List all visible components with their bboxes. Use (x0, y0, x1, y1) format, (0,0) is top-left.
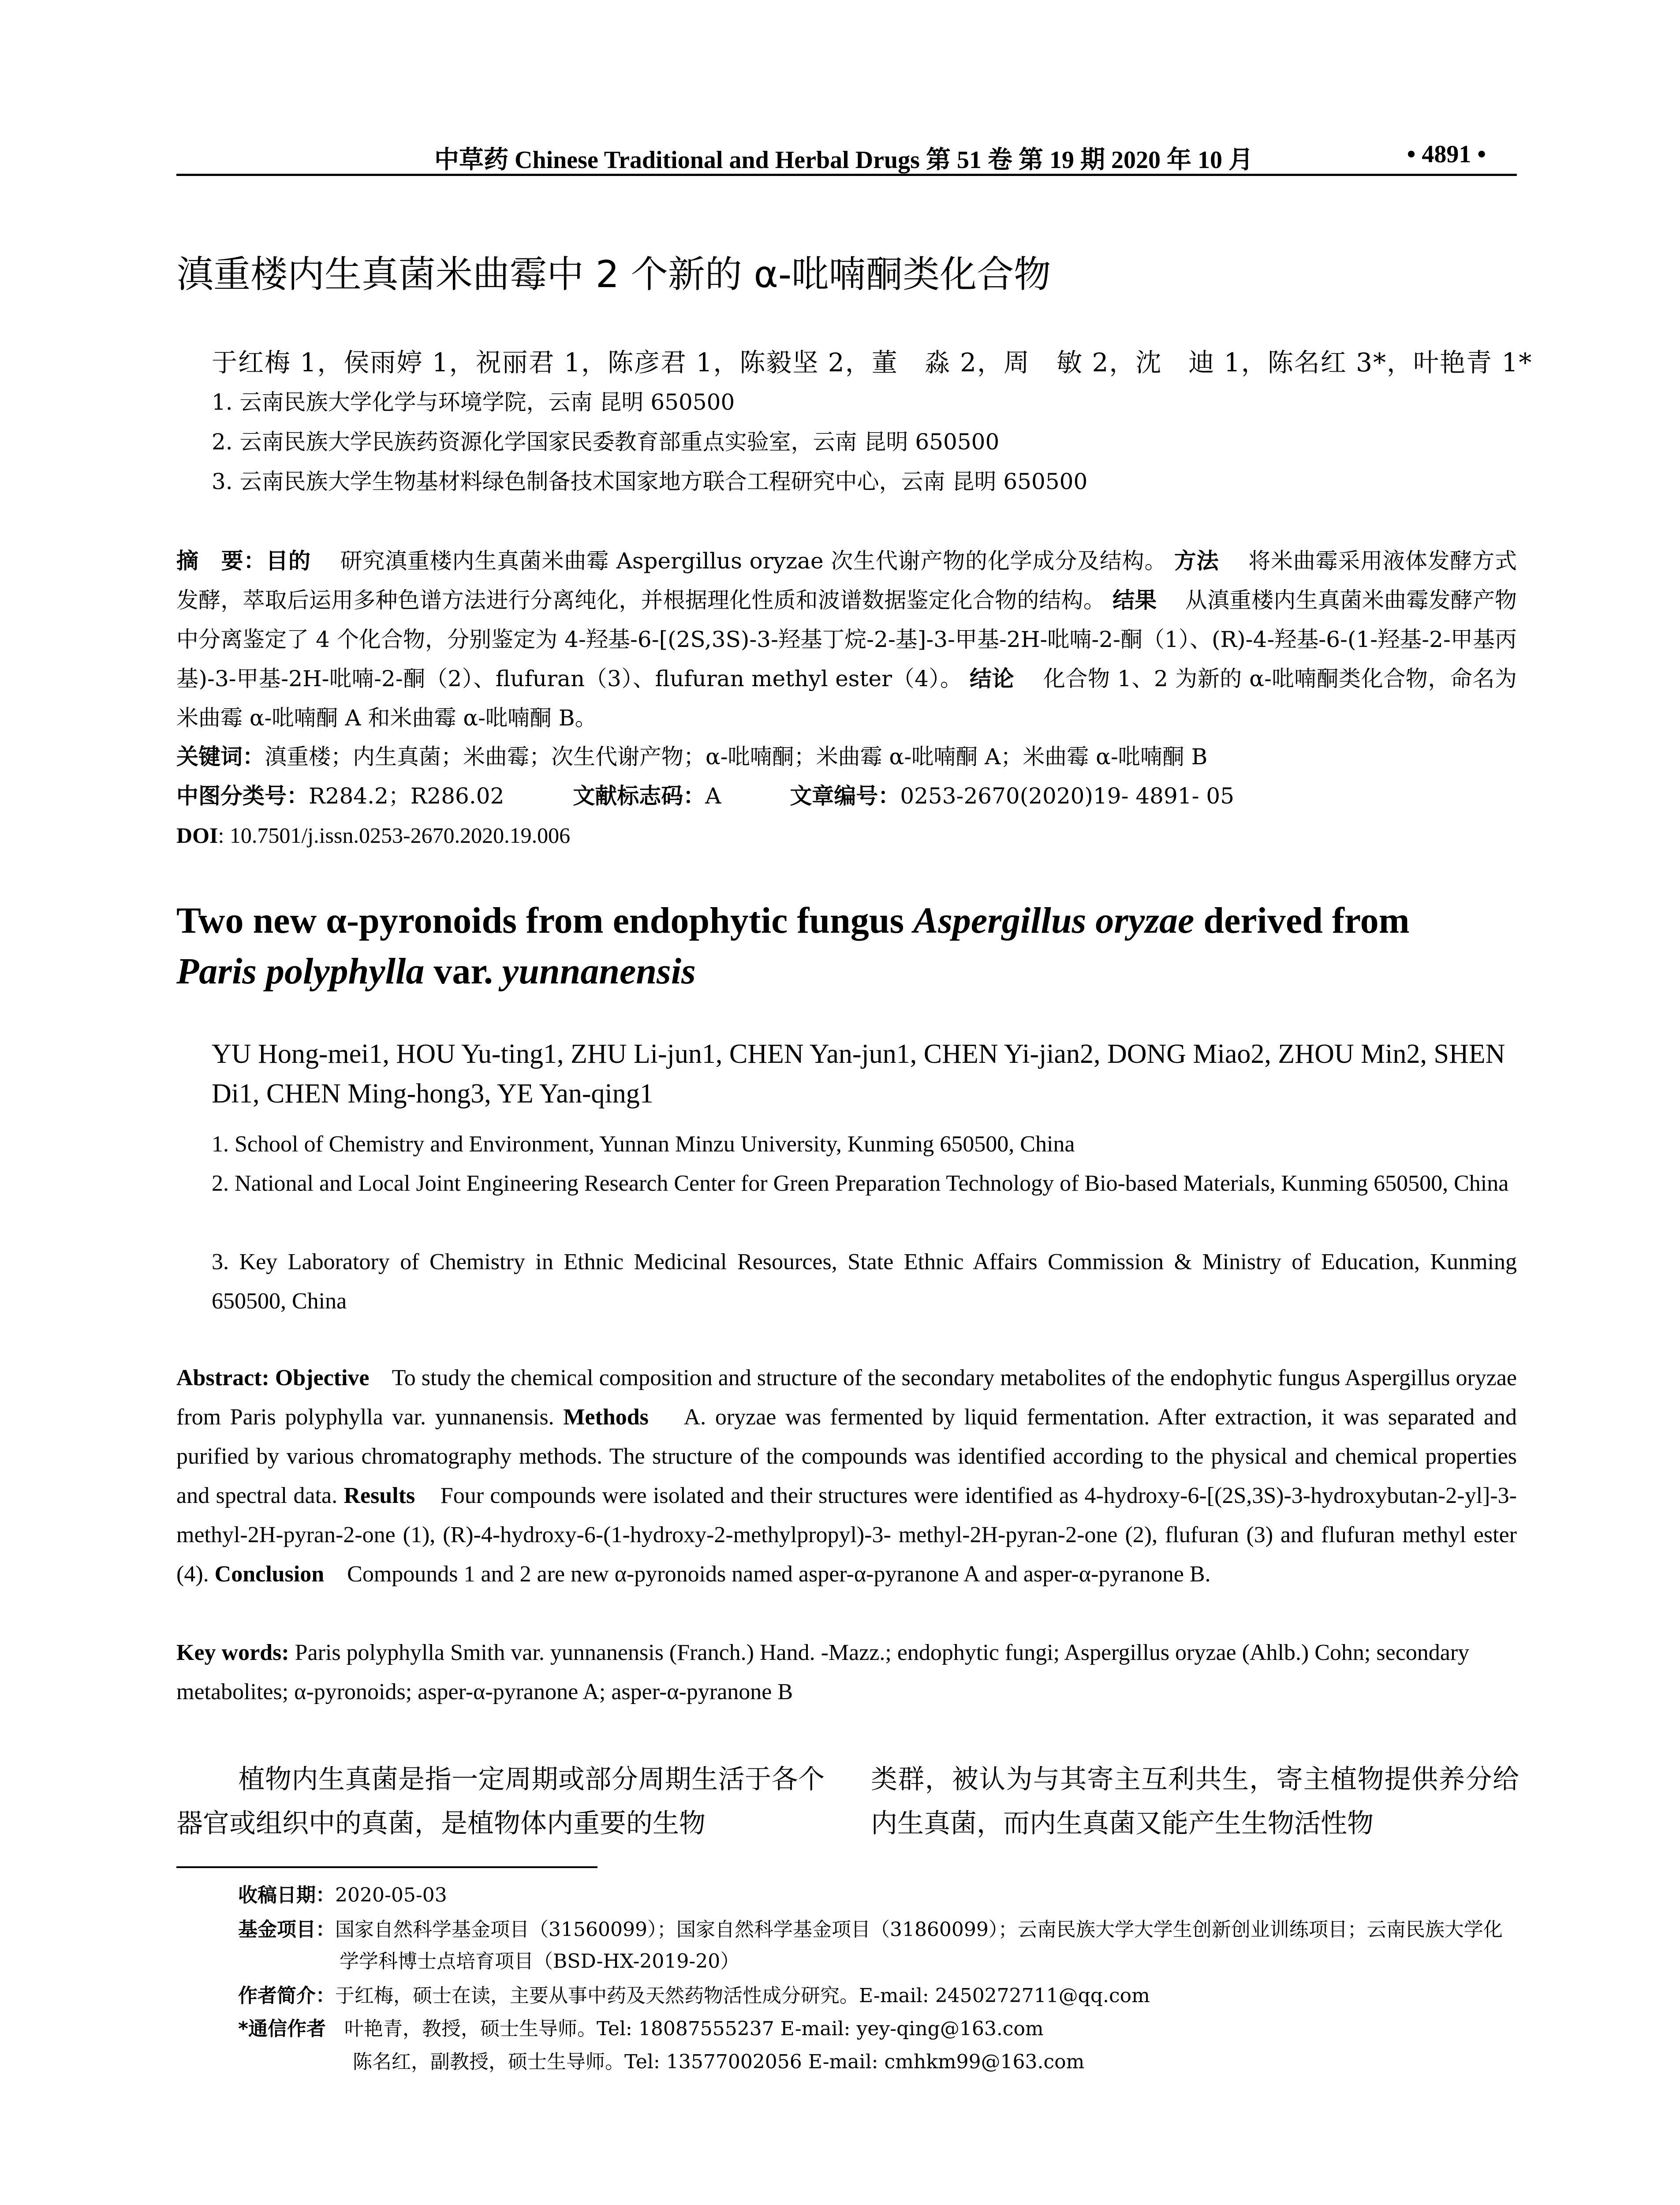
title-en-species: Aspergillus oryzae (913, 900, 1195, 941)
clc-label: 中图分类号： (176, 783, 309, 809)
affiliation-cn-1: 1. 云南民族大学化学与环境学院，云南 昆明 650500 (212, 389, 735, 415)
title-en-host: Paris polyphylla (176, 951, 425, 992)
body-left-text: 植物内生真菌是指一定周期或部分周期生活于各个器官或组织中的真菌，是植物体内重要的生物 (176, 1764, 825, 1839)
footnote-corresponding-2 (353, 2046, 1631, 2078)
footnote-fund (238, 1914, 1517, 1977)
keywords-en-label: Key words: (176, 1640, 289, 1665)
abstract-cn-conclusion-label: 结论 (970, 666, 1015, 691)
abstract-en-conclusion: Compounds 1 and 2 are new α-pyronoids named asper-α-pyranone A and asper-α-pyranone B. (347, 1562, 1211, 1587)
affiliation-en-2: 2. National and Local Joint Engineering Research Center for Green Preparation Technology of Bio-based Materials, Kunming 650500, China (212, 1171, 1509, 1196)
abstract-en-objective: To study the chemical composition and structure of the secondary metabolites of the endophytic fungus Aspergillus oryzae from Paris polyphylla var. yunnanensis. (176, 1365, 1517, 1430)
doi-line (176, 816, 1517, 855)
title-en-part: var. (424, 951, 502, 992)
corresponding-label: *通信作者 (238, 2018, 326, 2040)
body-right-text: 类群，被认为与其寄主互利共生，寄主植物提供养分给内生真菌，而内生真菌又能产生生物活性物 (871, 1764, 1519, 1839)
abstract-cn (176, 542, 1517, 738)
running-header (176, 140, 1517, 176)
title-en-part: Two new α-pyronoids from endophytic fungus (176, 900, 914, 941)
doi-label: DOI (176, 823, 218, 848)
body-column-right (871, 1757, 1519, 1846)
abstract-cn-results-label: 结果 (1113, 587, 1157, 613)
abstract-cn-methods-label: 方法 (1174, 548, 1219, 574)
title-en-part: derived from (1194, 900, 1410, 941)
abstract-en-methods: A. oryzae was fermented by liquid fermentation. After extraction, it was separated and purified by various chromatography methods. The structure of the compounds was identified according to the physical and chemical properties and spectral data. (176, 1405, 1517, 1508)
article-no-label: 文章编号： (790, 783, 900, 809)
title-cn: 滇重楼内生真菌米曲霉中 2 个新的 α-吡喃酮类化合物 (176, 253, 1051, 296)
affiliation-cn-3: 3. 云南民族大学生物基材料绿色制备技术国家地方联合工程研究中心，云南 昆明 650500 (212, 469, 1088, 494)
received-label: 收稿日期： (238, 1884, 335, 1906)
footnote-received (238, 1880, 1517, 1911)
keywords-cn-text: 滇重楼；内生真菌；米曲霉；次生代谢产物；α-吡喃酮；米曲霉 α-吡喃酮 A；米曲霉 α-吡喃酮 B (265, 744, 1208, 770)
keywords-cn-label: 关键词： (176, 744, 265, 770)
page-number: • 4891 • (1407, 141, 1486, 168)
title-en (176, 895, 1517, 997)
doi-value: : 10.7501/j.issn.0253-2670.2020.19.006 (218, 823, 571, 848)
journal-info: 中草药 Chinese Traditional and Herbal Drugs 第 51 卷 第 19 期 2020 年 10 月 (434, 146, 1253, 174)
footnote-corresponding (238, 2013, 1517, 2045)
clc-value: R284.2；R286.02 (309, 783, 504, 809)
abstract-en-label: Abstract: Objective (176, 1365, 370, 1390)
abstract-en-results: Four compounds were isolated and their structures were identified as 4-hydroxy-6-[(2S,3S)-3-hydroxybutan-2-yl]-3-methyl-2H-pyran-2-one (1), (R)-4-hydroxy-6-(1-hydroxy-2-methylpropyl)-3- methyl-2H-pyran-2-one (2), flufuran (3) and flufuran methyl ester (4). (176, 1483, 1517, 1587)
affiliation-en-1: 1. School of Chemistry and Environment, Yunnan Minzu University, Kunming 650500, China (212, 1132, 1075, 1157)
abstract-en-results-label: Results (343, 1483, 415, 1508)
corresponding-1: 叶艳青，教授，硕士生导师。Tel: 18087555237 E-mail: yey-qing@163.com (344, 2018, 1044, 2040)
abstract-cn-label: 摘 要：目的 (176, 548, 311, 574)
affiliation-en-3: 3. Key Laboratory of Chemistry in Ethnic Medicinal Resources, State Ethnic Affairs Commission & Ministry of Education, Kunming 650500, China (212, 1249, 1517, 1314)
abstract-en-methods-label: Methods (563, 1405, 649, 1430)
keywords-en (176, 1633, 1517, 1712)
abstract-cn-methods: 将米曲霉采用液体发酵方式发酵，萃取后运用多种色谱方法进行分离纯化，并根据理化性质和波谱数据鉴定化合物的结构。 (176, 548, 1517, 613)
footnote-author (238, 1980, 1517, 2012)
classification-line (176, 777, 1517, 816)
authors-cn: 于红梅 1，侯雨婷 1，祝丽君 1，陈彦君 1，陈毅坚 2，董 淼 2，周 敏 2，沈 迪 1，陈名红 3*，叶艳青 1* (212, 348, 1533, 377)
article-no-value: 0253-2670(2020)19- 4891- 05 (900, 783, 1235, 809)
fund-text: 国家自然科学基金项目（31560099）；国家自然科学基金项目（31860099）；云南民族大学大学生创新创业训练项目；云南民族大学化学学科博士点培育项目（BSD-HX-2019-20） (335, 1918, 1503, 1973)
keywords-cn (176, 737, 1517, 777)
author-bio-text: 于红梅，硕士在读，主要从事中药及天然药物活性成分研究。E-mail: 2450272711@qq.com (335, 1984, 1150, 2007)
affiliation-cn-2: 2. 云南民族大学民族药资源化学国家民委教育部重点实验室，云南 昆明 650500 (212, 429, 1000, 455)
received-date: 2020-05-03 (335, 1884, 447, 1906)
authors-en: YU Hong-mei1, HOU Yu-ting1, ZHU Li-jun1, CHEN Yan-jun1, CHEN Yi-jian2, DONG Miao2, ZHOU Min2, SHEN Di1, CHEN Ming-hong3, YE Yan-qing1 (212, 1039, 1505, 1109)
doc-code-value: A (705, 783, 721, 809)
body-column-left (176, 1757, 825, 1846)
keywords-en-text: Paris polyphylla Smith var. yunnanensis (Franch.) Hand. -Mazz.; endophytic fungi; Aspergillus oryzae (Ahlb.) Cohn; secondary metabolites; α-pyronoids; asper-α-pyranone A; asper-α-pyranone B (176, 1640, 1470, 1704)
abstract-cn-results: 从滇重楼内生真菌米曲霉发酵产物中分离鉴定了 4 个化合物，分别鉴定为 4-羟基-6-[(2S,3S)-3-羟基丁烷-2-基]-3-甲基-2H-吡喃-2-酮（1）、(R)-4-羟基-6-(1-羟基-2-甲基丙基)-3-甲基-2H-吡喃-2-酮（2）、flufuran（3）、flufuran methyl ester（4）。 (176, 587, 1517, 691)
corresponding-2: 陈名红，副教授，硕士生导师。Tel: 13577002056 E-mail: cmhkm99@163.com (353, 2051, 1085, 2073)
footnote-rule (176, 1866, 597, 1868)
abstract-en (176, 1358, 1517, 1594)
header-rule (176, 174, 1517, 176)
abstract-en-conclusion-label: Conclusion (214, 1562, 325, 1587)
doc-code-label: 文献标志码： (573, 783, 706, 809)
fund-label: 基金项目： (238, 1918, 335, 1941)
title-en-variety: yunnanensis (502, 951, 696, 992)
abstract-cn-conclusion: 化合物 1、2 为新的 α-吡喃酮类化合物，命名为米曲霉 α-吡喃酮 A 和米曲霉 α-吡喃酮 B。 (176, 666, 1517, 731)
abstract-cn-objective: 研究滇重楼内生真菌米曲霉 Aspergillus oryzae 次生代谢产物的化学成分及结构。 (340, 548, 1167, 574)
author-bio-label: 作者简介： (238, 1984, 335, 2007)
